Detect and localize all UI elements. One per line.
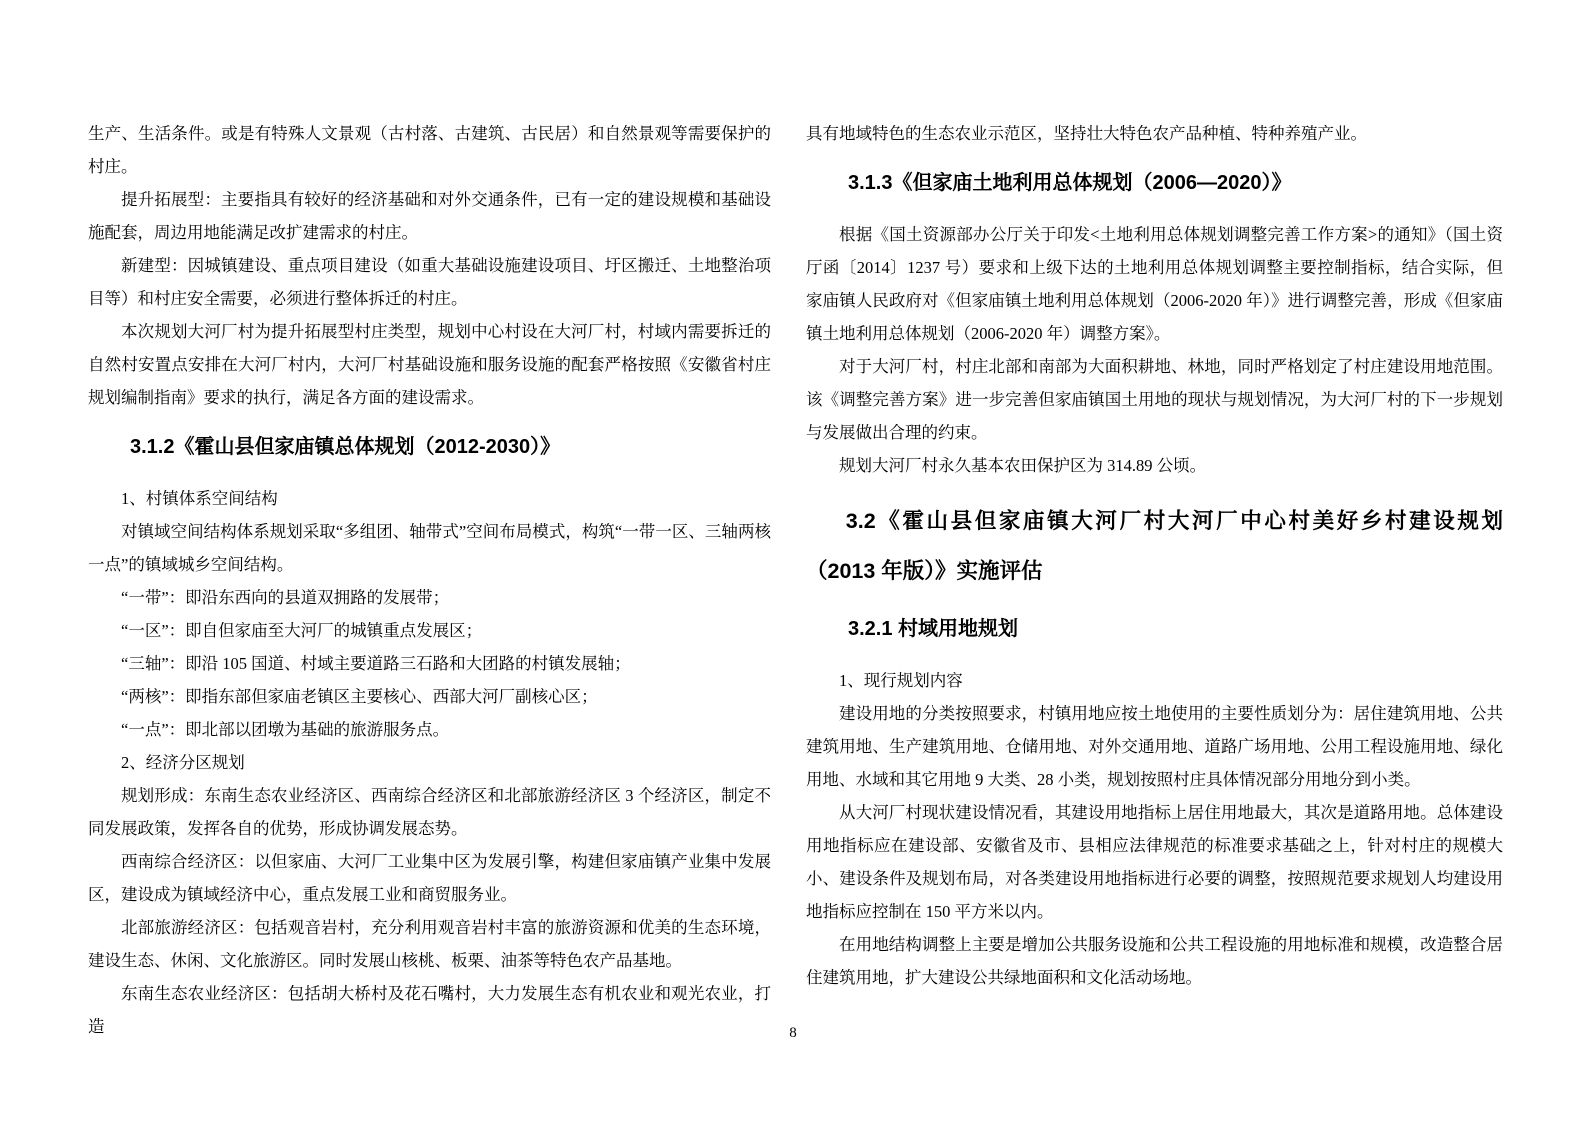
- paragraph: 规划形成：东南生态农业经济区、西南综合经济区和北部旅游经济区 3 个经济区，制定不同发展政策，发挥各自的优势，形成协调发展态势。: [88, 786, 771, 838]
- paragraph: “三轴”：即沿 105 国道、村域主要道路三石路和大团路的村镇发展轴；: [121, 654, 631, 673]
- paragraph: 东南生态农业经济区：包括胡大桥村及花石嘴村，大力发展生态有机农业和观光农业，打造: [88, 984, 771, 1036]
- page-number: 8: [789, 1025, 797, 1041]
- left-column: [88, 117, 771, 1043]
- paragraph: 从大河厂村现状建设情况看，其建设用地指标上居住用地最大，其次是道路用地。总体建设用地指标应在建设部、安徽省及市、县相应法律规范的标准要求基础之上，针对村庄的规模大小、建设条件及规划布局，对各类建设用地指标进行必要的调整，按照规范要求规划人均建设用地指标应控制在 150 平方米以内。: [806, 803, 1503, 921]
- paragraph: 本次规划大河厂村为提升拓展型村庄类型，规划中心村设在大河厂村，村域内需要拆迁的自然村安置点安排在大河厂村内，大河厂村基础设施和服务设施的配套严格按照《安徽省村庄规划编制指南》要求的执行，满足各方面的建设需求。: [88, 322, 771, 407]
- paragraph: 具有地域特色的生态农业示范区，坚持壮大特色农产品种植、特种养殖产业。: [806, 124, 1367, 143]
- list-item: 1、村镇体系空间结构: [121, 489, 278, 508]
- paragraph: “一区”：即自但家庙至大河厂的城镇重点发展区；: [121, 621, 483, 640]
- paragraph: 生产、生活条件。或是有特殊人文景观（古村落、古建筑、古民居）和自然景观等需要保护的村庄。: [88, 124, 771, 176]
- list-item: 2、经济分区规划: [121, 753, 245, 772]
- paragraph: 提升拓展型：主要指具有较好的经济基础和对外交通条件，已有一定的建设规模和基础设施配套，周边用地能满足改扩建需求的村庄。: [88, 190, 771, 242]
- paragraph: 建设用地的分类按照要求，村镇用地应按土地使用的主要性质划分为：居住建筑用地、公共建筑用地、生产建筑用地、仓储用地、对外交通用地、道路广场用地、公用工程设施用地、绿化用地、水域和其它用地 9 大类、28 小类，规划按照村庄具体情况部分用地分到小类。: [806, 704, 1503, 789]
- heading-3-2-1: 3.2.1 村域用地规划: [848, 618, 1019, 640]
- paragraph: 新建型：因城镇建设、重点项目建设（如重大基础设施建设项目、圩区搬迁、土地整治项目等）和村庄安全需要，必须进行整体拆迁的村庄。: [88, 256, 771, 308]
- paragraph: “一带”：即沿东西向的县道双拥路的发展带；: [121, 588, 450, 607]
- paragraph: 北部旅游经济区：包括观音岩村，充分利用观音岩村丰富的旅游资源和优美的生态环境，建设生态、休闲、文化旅游区。同时发展山核桃、板栗、油茶等特色农产品基地。: [88, 918, 771, 970]
- paragraph: 规划大河厂村永久基本农田保护区为 314.89 公顷。: [839, 456, 1207, 475]
- heading-3-2: 3.2《霍山县但家庙镇大河厂村大河厂中心村美好乡村建设规划（2013 年版）》实施评估: [806, 509, 1503, 583]
- paragraph: 西南综合经济区：以但家庙、大河厂工业集中区为发展引擎，构建但家庙镇产业集中发展区，建设成为镇域经济中心，重点发展工业和商贸服务业。: [88, 852, 771, 904]
- paragraph: “一点”：即北部以团墩为基础的旅游服务点。: [121, 720, 450, 739]
- heading-3-1-2: 3.1.2《霍山县但家庙镇总体规划（2012-2030）》: [130, 436, 561, 458]
- paragraph: 对镇域空间结构体系规划采取“多组团、轴带式”空间布局模式，构筑“一带一区、三轴两核一点”的镇域城乡空间结构。: [88, 522, 771, 574]
- paragraph: “两核”：即指东部但家庙老镇区主要核心、西部大河厂副核心区；: [121, 687, 598, 706]
- paragraph: 根据《国土资源部办公厅关于印发<土地利用总体规划调整完善工作方案>的通知》（国土资厅函〔2014〕1237 号）要求和上级下达的土地利用总体规划调整主要控制指标，结合实际，但家庙镇人民政府对《但家庙镇土地利用总体规划（2006-2020 年）》进行调整完善，形成《但家庙镇土地利用总体规划（2006-2020 年）调整方案》。: [806, 225, 1503, 343]
- paragraph: 对于大河厂村，村庄北部和南部为大面积耕地、林地，同时严格划定了村庄建设用地范围。该《调整完善方案》进一步完善但家庙镇国土用地的现状与规划情况，为大河厂村的下一步规划与发展做出合理的约束。: [806, 357, 1503, 442]
- paragraph: 在用地结构调整上主要是增加公共服务设施和公共工程设施的用地标准和规模，改造整合居住建筑用地，扩大建设公共绿地面积和文化活动场地。: [806, 935, 1503, 987]
- list-item: 1、现行规划内容: [839, 671, 963, 690]
- heading-3-1-3: 3.1.3《但家庙土地利用总体规划（2006—2020）》: [848, 172, 1292, 194]
- right-column: [806, 117, 1503, 994]
